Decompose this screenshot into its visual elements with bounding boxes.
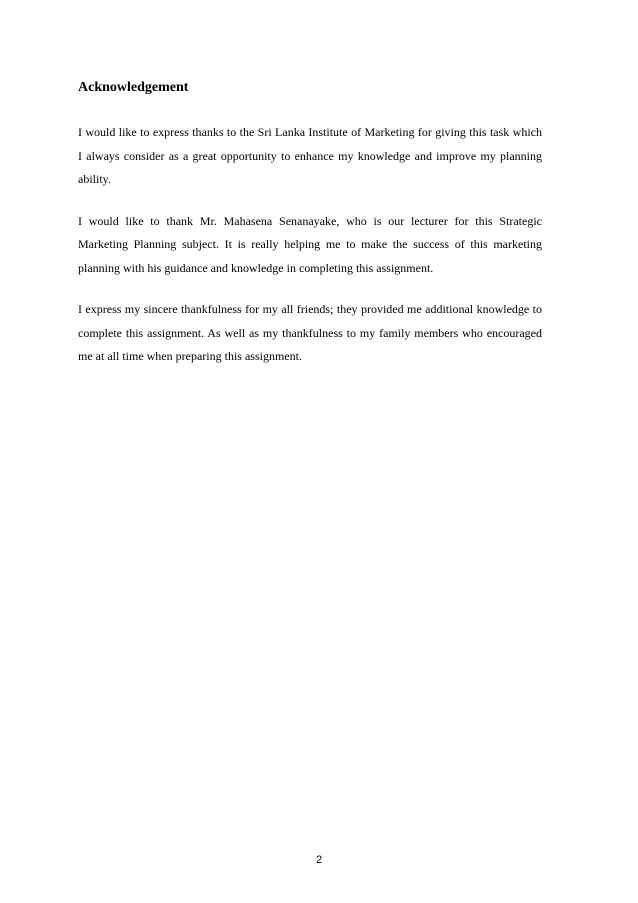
paragraph-thanks-institute: I would like to express thanks to the Sri Lanka Institute of Marketing for giving this task which I always consider as a great opportunity to enhance my knowledge and improve my planning ability.: [78, 125, 542, 186]
page-heading: Acknowledgement: [78, 80, 189, 95]
paragraph-thanks-lecturer: I would like to thank Mr. Mahasena Senanayake, who is our lecturer for this Strategic Marketing Planning subject. It is really helping me to make the success of this marketing planning with his guidance and knowledge in completing this assignment.: [78, 213, 542, 275]
page-number: 2: [315, 854, 323, 866]
page-body: [78, 78, 542, 387]
paragraph-thanks-friends-family: I express my sincere thankfulness for my all friends; they provided me additional knowledge to complete this assignment. As well as my thankfulness to my family members who encouraged me at all time when preparing this assignment.: [78, 302, 542, 363]
